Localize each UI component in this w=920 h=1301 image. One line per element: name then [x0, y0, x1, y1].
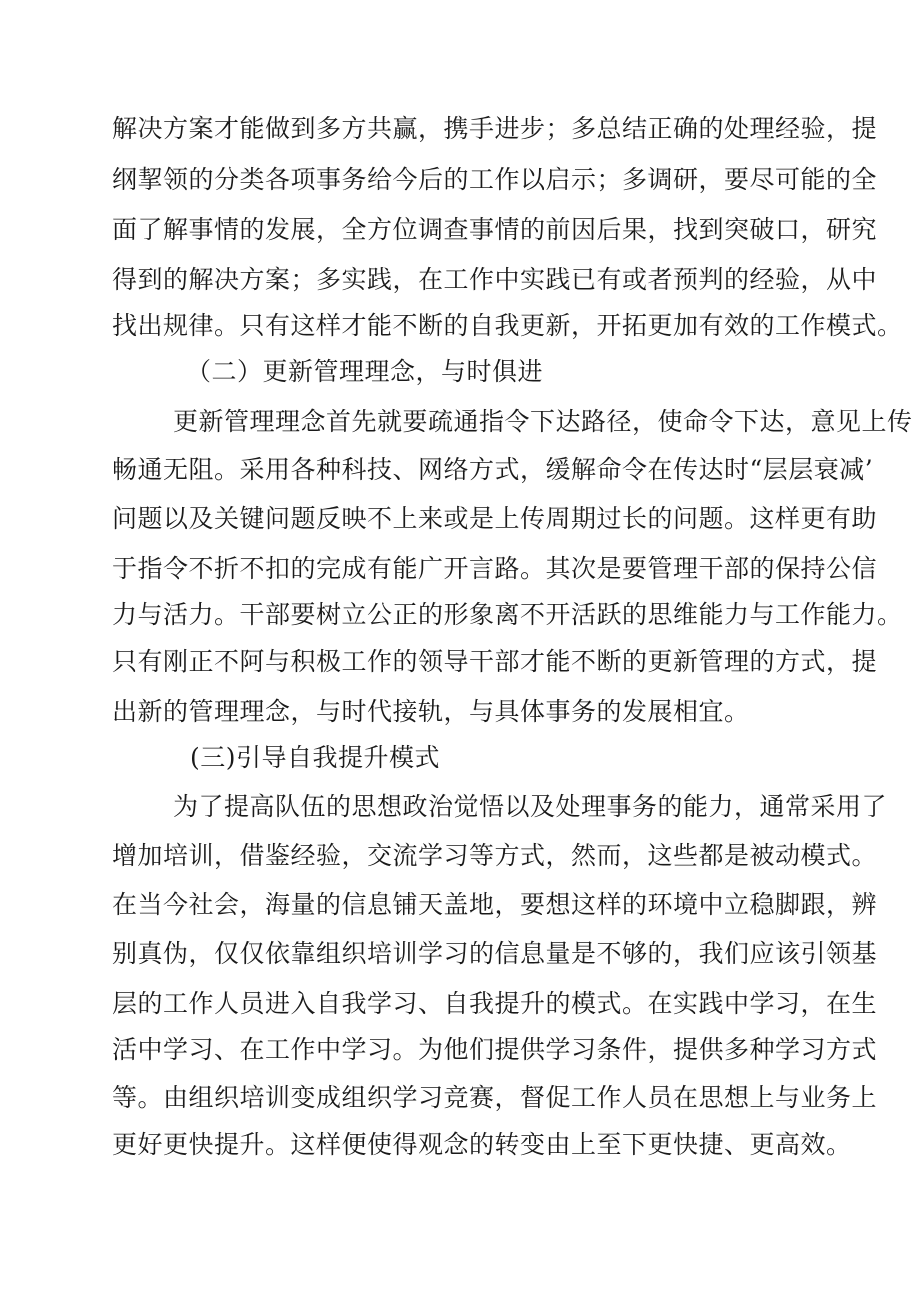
paragraph-line: 别真伪，仅仅依靠组织培训学习的信息量是不够的，我们应该引领基: [112, 939, 878, 968]
paragraph-line: 更新管理理念首先就要疏通指令下达路径，使命令下达，意见上传: [173, 407, 913, 436]
paragraph-line: 问题以及关键问题反映不上来或是上传周期过长的问题。这样更有助: [112, 504, 878, 533]
paragraph-line: 得到的解决方案；多实践，在工作中实践已有或者预判的经验，从中: [112, 265, 878, 294]
paragraph-line: 力与活力。干部要树立公正的形象离不开活跃的思维能力与工作能力。: [112, 600, 903, 629]
paragraph-line: 更好更快提升。这样便使得观念的转变由上至下更快捷、更高效。: [112, 1130, 852, 1159]
section-heading-2: （二）更新管理理念，与时俱进: [186, 357, 544, 386]
paragraph-line: 于指令不折不扣的完成有能广开言路。其次是要管理干部的保持公信: [112, 554, 878, 583]
paragraph-line: 活中学习、在工作中学习。为他们提供学习条件，提供多种学习方式: [112, 1035, 878, 1064]
section-heading-3: (三)引导自我提升模式: [190, 743, 441, 772]
paragraph-line: 出新的管理理念，与时代接轨，与具体事务的发展相宜。: [112, 697, 750, 726]
paragraph-line: 找出规律。只有这样才能不断的自我更新，开拓更加有效的工作模式。: [112, 311, 903, 340]
paragraph-line: 面了解事情的发展，全方位调查事情的前因后果，找到突破口，研究: [112, 215, 878, 244]
paragraph-line: 在当今社会，海量的信息铺天盖地，要想这样的环境中立稳脚跟，辨: [112, 890, 878, 919]
paragraph-line: 增加培训，借鉴经验，交流学习等方式，然而，这些都是被动模式。: [112, 841, 878, 870]
paragraph-line: 只有刚正不阿与积极工作的领导干部才能不断的更新管理的方式，提: [112, 647, 878, 676]
paragraph-line: 畅通无阻。采用各种科技、网络方式，缓解命令在传达时“层层衰减’: [112, 455, 874, 484]
paragraph-line: 为了提高队伍的思想政治觉悟以及处理事务的能力，通常采用了: [173, 792, 888, 821]
paragraph-line: 解决方案才能做到多方共赢，携手进步；多总结正确的处理经验，提: [112, 114, 878, 143]
paragraph-line: 层的工作人员进入自我学习、自我提升的模式。在实践中学习，在生: [112, 989, 878, 1018]
paragraph-line: 等。由组织培训变成组织学习竞赛，督促工作人员在思想上与业务上: [112, 1083, 878, 1112]
paragraph-line: 纲挈领的分类各项事务给今后的工作以启示；多调研，要尽可能的全: [112, 165, 878, 194]
